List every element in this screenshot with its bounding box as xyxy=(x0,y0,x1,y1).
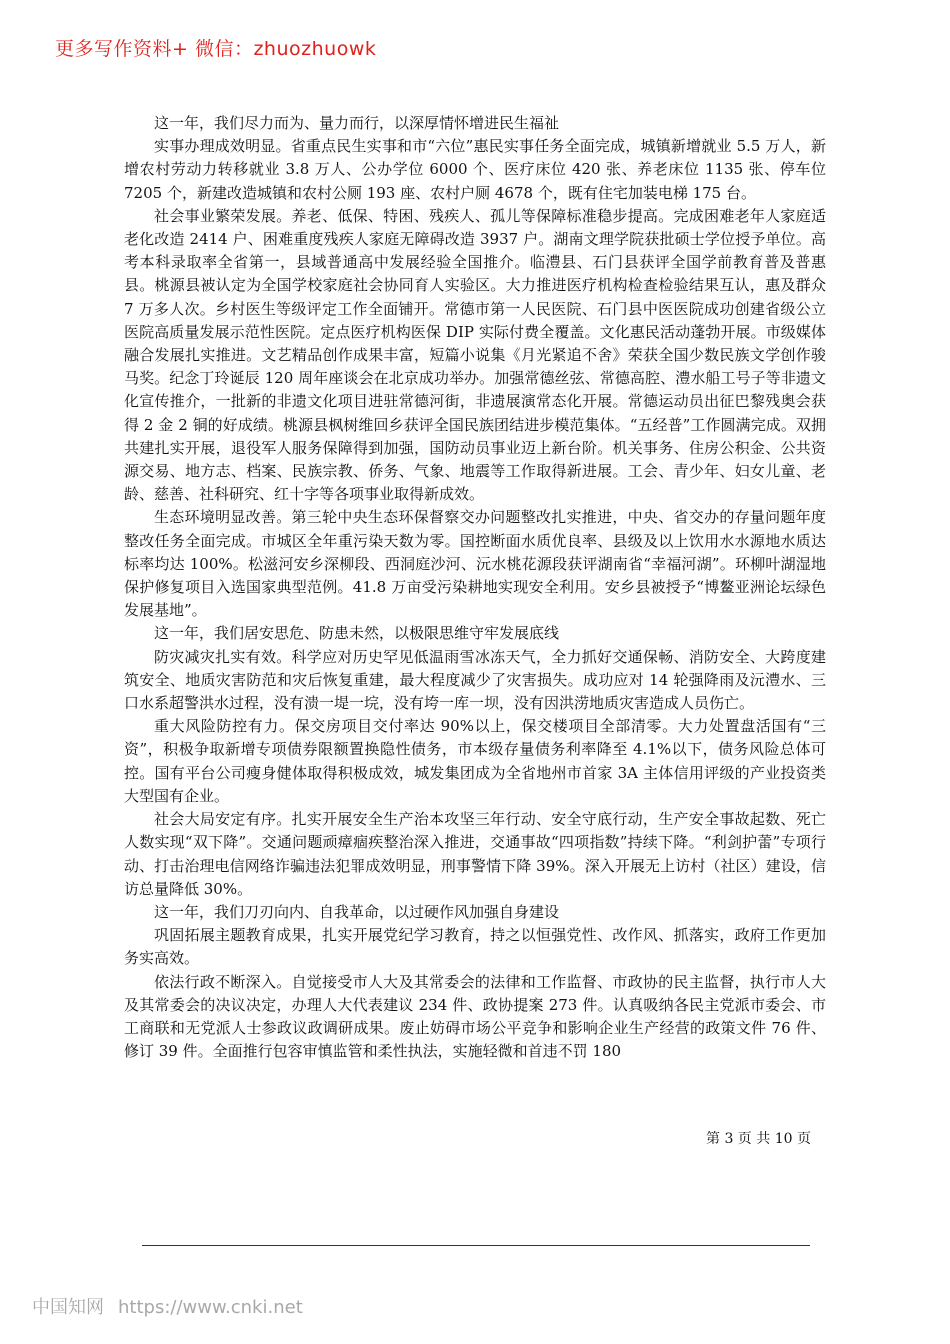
paragraph: 防灾减灾扎实有效。科学应对历史罕见低温雨雪冰冻天气，全力抓好交通保畅、消防安全、大跨度建筑安全、地质灾害防范和灾后恢复重建，最大程度减少了灾害损失。成功应对 14 轮强降雨及沅澧水、三口水系超警洪水过程，没有溃一堤一垸，没有垮一库一坝，没有因洪涝地质灾害造成人员伤亡。 xyxy=(124,647,826,713)
section-heading: 这一年，我们居安思危、防患未然，以极限思维守牢发展底线 xyxy=(154,624,560,643)
paragraph: 巩固拓展主题教育成果，扎实开展党纪学习教育，持之以恒强党性、改作风、抓落实，政府工作更加务实高效。 xyxy=(124,926,826,968)
promo-header: 更多写作资料+ 微信：zhuozhuowk xyxy=(55,38,377,60)
divider xyxy=(142,1245,810,1246)
paragraph: 依法行政不断深入。自觉接受市人大及其常委会的法律和工作监督、市政协的民主监督，执行市人大及其常委会的决议决定，办理人大代表建议 234 件、政协提案 273 件。认真吸纳各民主党派市委会、市工商联和无党派人士参政议政调研成果。废止妨碍市场公平竞争和影响企业生产经营的政策文件 76 件、修订 39 件。全面推行包容审慎监管和柔性执法，实施轻微和首违不罚 180 xyxy=(124,972,826,1061)
paragraph: 重大风险防控有力。保交房项目交付率达 90%以上，保交楼项目全部清零。大力处置盘活国有“三资”，积极争取新增专项债券限额置换隐性债务，市本级存量债务利率降至 4.1%以下，债务风险总体可控。国有平台公司瘦身健体取得积极成效，城发集团成为全省地州市首家 3A 主体信用评级的产业投资类大型国有企业。 xyxy=(124,717,826,805)
watermark-brand: 中国知网 xyxy=(32,1297,104,1318)
paragraph: 社会事业繁荣发展。养老、低保、特困、残疾人、孤儿等保障标准稳步提高。完成困难老年人家庭适老化改造 2414 户、困难重度残疾人家庭无障碍改造 3937 户。湖南文理学院获批硕士学位授予单位。高考本科录取率全省第一，县域普通高中发展经验全国推介。临澧县、石门县获评全国学前教育普及普惠县。桃源县被认定为全国学校家庭社会协同育人实验区。大力推进医疗机构检查检验结果互认，惠及群众 7 万多人次。乡村医生等级评定工作全面铺开。常德市第一人民医院、石门县中医医院成功创建省级公立医院高质量发展示范性医院。定点医疗机构医保 DIP 实际付费全覆盖。文化惠民活动蓬勃开展。市级媒体融合发展扎实推进。文艺精品创作成果丰富，短篇小说集《月光紧追不舍》荣获全国少数民族文学创作骏马奖。纪念丁玲诞辰 120 周年座谈会在北京成功举办。加强常德丝弦、常德高腔、澧水船工号子等非遗文化宣传推介，一批新的非遗文化项目进驻常德河街，非遗展演常态化开展。常德运动员出征巴黎残奥会获得 2 金 2 铜的好成绩。桃源县枫树维回乡获评全国民族团结进步模范集体。“五经普”工作圆满完成。双拥共建扎实开展，退役军人服务保障得到加强，国防动员事业迈上新台阶。机关事务、住房公积金、公共资源交易、地方志、档案、民族宗教、侨务、气象、地震等工作取得新进展。工会、青少年、妇女儿童、老龄、慈善、社科研究、红十字等各项事业取得新成效。 xyxy=(124,206,826,504)
paragraph: 社会大局安定有序。扎实开展安全生产治本攻坚三年行动、安全守底行动，生产安全事故起数、死亡人数实现“双下降”。交通问题顽瘴痼疾整治深入推进，交通事故“四项指数”持续下降。“利剑护蕾”专项行动、打击治理电信网络诈骗违法犯罪成效明显，刑事警情下降 39%。深入开展无上访村（社区）建设，信访总量降低 30%。 xyxy=(124,810,826,898)
section-heading: 这一年，我们刀刃向内、自我革命，以过硬作风加强自身建设 xyxy=(154,902,560,921)
paragraph: 生态环境明显改善。第三轮中央生态环保督察交办问题整改扎实推进，中央、省交办的存量问题年度整改任务全面完成。市城区全年重污染天数为零。国控断面水质优良率、县级及以上饮用水水源地水质达标率均达 100%。松滋河安乡深柳段、西洞庭沙河、沅水桃花源段获评湖南省“幸福河湖”。环柳叶湖湿地保护修复项目入选国家典型范例。41.8 万亩受污染耕地实现安全利用。安乡县被授予“博鳌亚洲论坛绿色发展基地”。 xyxy=(124,508,826,620)
paragraph: 实事办理成效明显。省重点民生实事和市“六位”惠民实事任务全面完成，城镇新增就业 5.5 万人，新增农村劳动力转移就业 3.8 万人、公办学位 6000 个、医疗床位 420 张、养老床位 1135 张、停车位 7205 个，新建改造城镇和农村公厕 193 座、农村户厕 4678 个，既有住宅加装电梯 175 台。 xyxy=(124,137,826,202)
section-heading: 这一年，我们尽力而为、量力而行，以深厚情怀增进民生福祉 xyxy=(154,114,560,132)
watermark-url: https://www.cnki.net xyxy=(118,1297,303,1318)
document-body xyxy=(124,112,826,1063)
watermark xyxy=(32,1293,303,1319)
page-number: 第 3 页 共 10 页 xyxy=(706,1131,811,1147)
